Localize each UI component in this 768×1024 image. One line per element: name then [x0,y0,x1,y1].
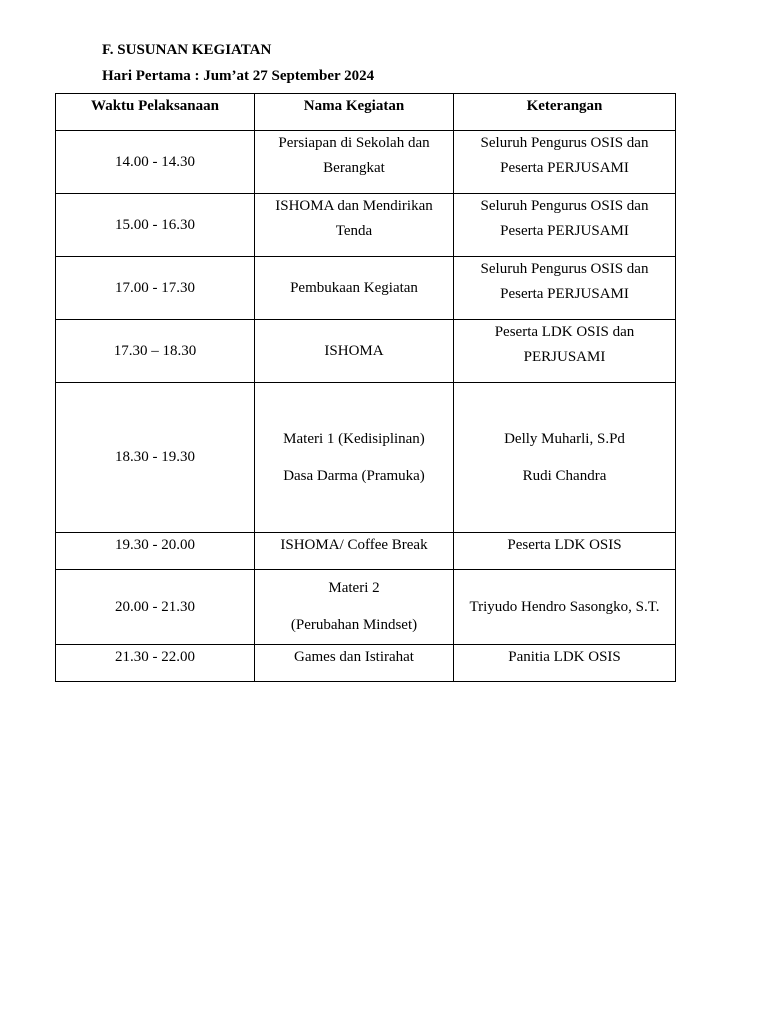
note-cell [454,194,676,257]
note-line: Panitia LDK OSIS [508,649,621,665]
note-line: Seluruh Pengurus OSIS dan [480,198,649,214]
note-line: Peserta PERJUSAMI [500,160,629,176]
time-cell: 21.30 - 22.00 [56,645,255,682]
note-line: Peserta PERJUSAMI [500,223,629,239]
note-line: Triyudo Hendro Sasongko, S.T. [469,598,660,615]
table-row [56,194,676,257]
schedule-table [55,93,676,682]
activity-cell [255,257,454,320]
time-cell: 17.30 – 18.30 [56,320,255,383]
activity-line: (Perubahan Mindset) [290,617,418,633]
activity-line: Pembukaan Kegiatan [290,279,418,296]
header-note: Keterangan [454,94,676,131]
note-line: Seluruh Pengurus OSIS dan [480,135,649,151]
note-line: PERJUSAMI [523,349,606,365]
note-cell [454,570,676,645]
activity-cell [255,533,454,570]
note-line: Peserta LDK OSIS [507,537,622,553]
activity-cell [255,194,454,257]
activity-line: Games dan Istirahat [294,649,414,665]
note-line: Delly Muharli, S.Pd [504,430,625,447]
activity-cell [255,320,454,383]
activity-line: Persiapan di Sekolah dan [278,135,430,151]
header-time: Waktu Pelaksanaan [56,94,255,131]
table-row [56,320,676,383]
table-header-row [56,94,676,131]
activity-line: ISHOMA dan Mendirikan [275,198,433,214]
activity-line: ISHOMA/ Coffee Break [280,537,428,553]
activity-cell [255,383,454,533]
table-row [56,257,676,320]
table-row [56,131,676,194]
note-line: Rudi Chandra [522,467,607,484]
table-row [56,645,676,682]
activity-line: Materi 1 (Kedisiplinan) [283,430,425,447]
note-cell [454,645,676,682]
time-cell: 19.30 - 20.00 [56,533,255,570]
activity-line: ISHOMA [324,342,384,359]
table-row [56,533,676,570]
time-cell: 14.00 - 14.30 [56,131,255,194]
activity-line: Tenda [335,223,373,239]
section-title: F. SUSUNAN KEGIATAN [102,42,272,58]
note-line: Peserta PERJUSAMI [500,286,629,302]
time-cell: 20.00 - 21.30 [56,570,255,645]
note-line: Seluruh Pengurus OSIS dan [480,261,649,277]
table-row [56,570,676,645]
note-cell [454,320,676,383]
activity-line: Materi 2 [328,580,380,596]
day-title: Hari Pertama : Jum’at 27 September 2024 [102,68,375,84]
header-activity: Nama Kegiatan [255,94,454,131]
activity-cell [255,645,454,682]
time-cell: 15.00 - 16.30 [56,194,255,257]
note-cell [454,383,676,533]
activity-cell [255,570,454,645]
time-cell: 18.30 - 19.30 [56,383,255,533]
table-row [56,383,676,533]
note-cell [454,533,676,570]
note-cell [454,257,676,320]
note-cell [454,131,676,194]
activity-line: Berangkat [323,160,385,176]
activity-cell [255,131,454,194]
note-line: Peserta LDK OSIS dan [494,324,635,340]
time-cell: 17.00 - 17.30 [56,257,255,320]
activity-line: Dasa Darma (Pramuka) [283,467,425,484]
